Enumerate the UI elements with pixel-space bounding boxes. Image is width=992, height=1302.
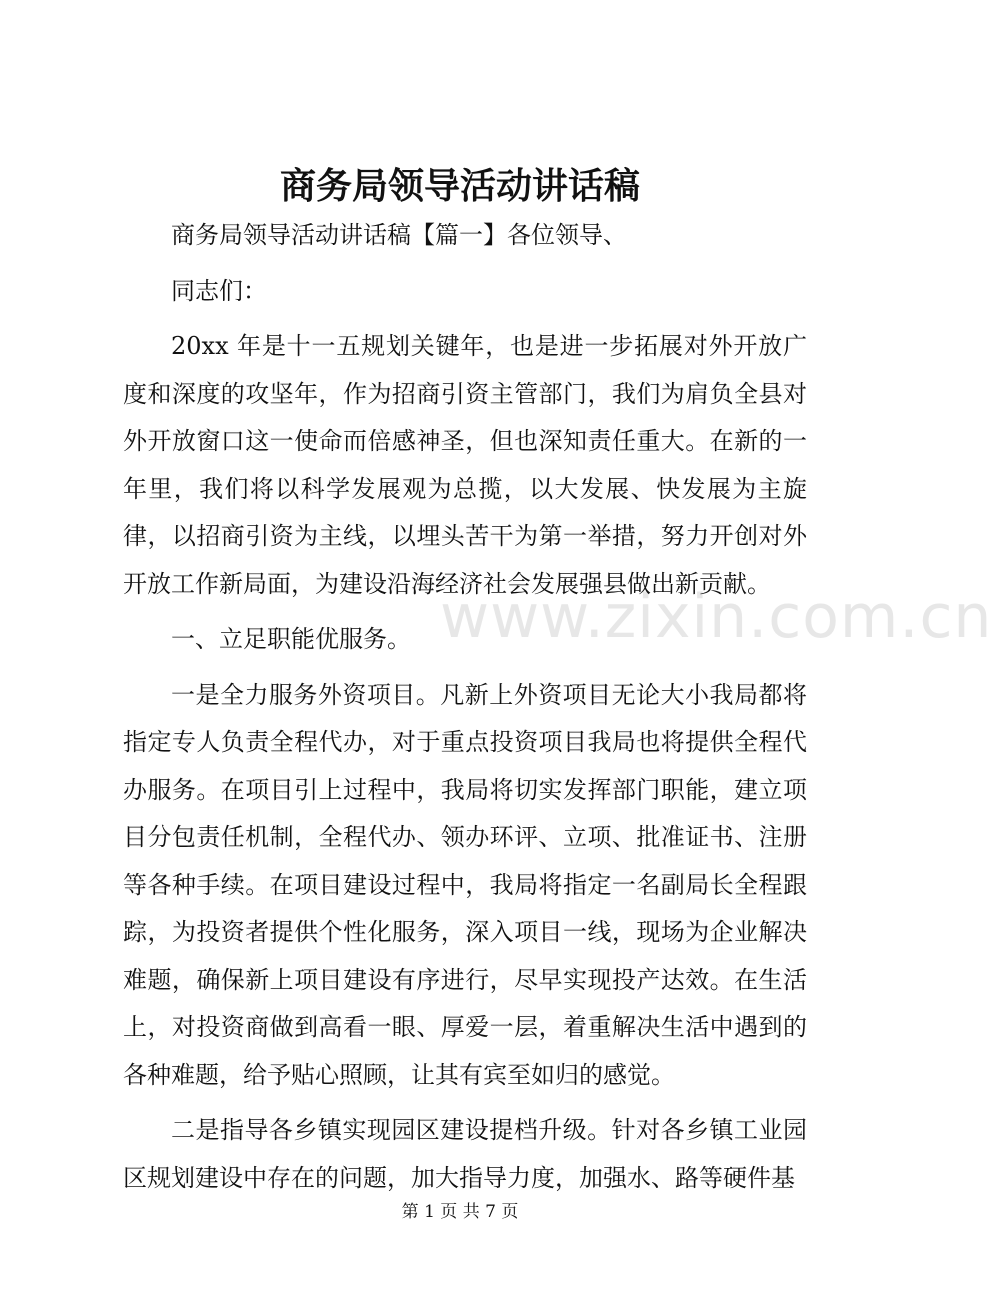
- paragraph-salutation: 同志们：: [171, 276, 267, 305]
- document-title: 商务局领导活动讲话稿: [279, 165, 640, 207]
- page-footer: 第 1 页 共 7 页: [401, 1202, 519, 1222]
- section-heading: 一、立足职能优服务。: [171, 625, 411, 653]
- watermark: www.zixin.com.cn: [440, 582, 992, 652]
- document-body: [123, 212, 807, 1202]
- paragraph-overview: 20xx 年是十一五规划关键年，也是进一步拓展对外开放广度和深度的攻坚年，作为招商引资主管部门，我们为肩负全县对外开放窗口这一使命而倍感神圣，但也深知责任重大。在新的一年里，我们将以科学发展观为总揽，以大发展、快发展为主旋律，以招商引资为主线，以埋头苦干为第一举措，努力开创对外开放工作新局面，为建设沿海经济社会发展强县做出新贡献。: [123, 332, 807, 598]
- paragraph-point-two: 二是指导各乡镇实现园区建设提档升级。针对各乡镇工业园区规划建设中存在的问题，加大指导力度，加强水、路等硬件基: [123, 1116, 807, 1192]
- paragraph-point-one: 一是全力服务外资项目。凡新上外资项目无论大小我局都将指定专人负责全程代办，对于重点投资项目我局也将提供全程代办服务。在项目引上过程中，我局将切实发挥部门职能，建立项目分包责任机制，全程代办、领办环评、立项、批准证书、注册等各种手续。在项目建设过程中，我局将指定一名副局长全程跟踪，为投资者提供个性化服务，深入项目一线，现场为企业解决难题，确保新上项目建设有序进行，尽早实现投产达效。在生活上，对投资商做到高看一眼、厚爱一层，着重解决生活中遇到的各种难题，给予贴心照顾，让其有宾至如归的感觉。: [123, 680, 807, 1089]
- paragraph-intro: 商务局领导活动讲话稿【篇一】各位领导、: [171, 221, 627, 249]
